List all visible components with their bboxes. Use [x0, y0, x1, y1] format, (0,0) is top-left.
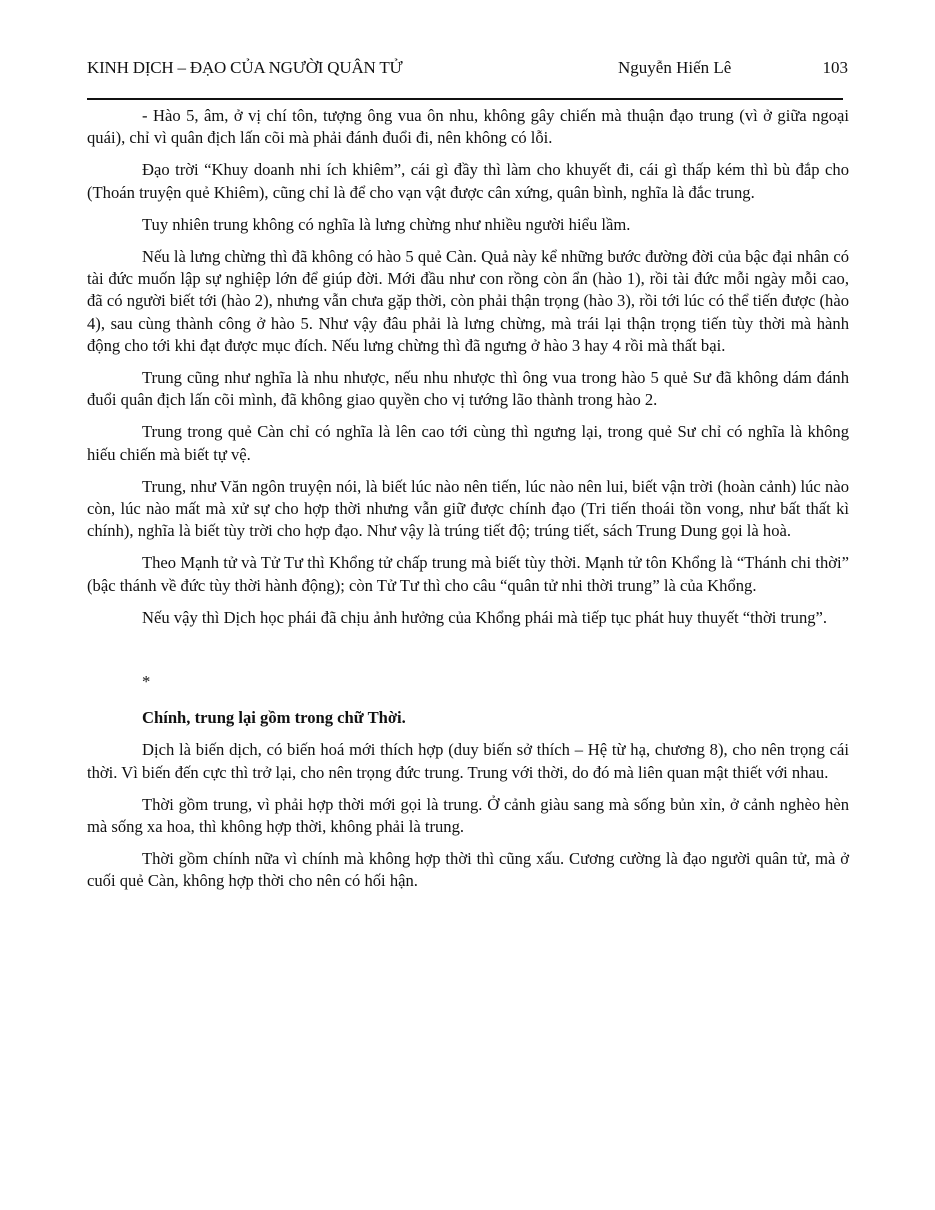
paragraph: - Hào 5, âm, ở vị chí tôn, tượng ông vua ôn nhu, không gây chiến mà thuận đạo trung (vì ở giữa ngoại quái), chỉ vì quân địch lấn cõi mà phải đánh đuổi đi, nên không có lỗi.: [87, 106, 849, 148]
paragraph: Đạo trời “Khuy doanh nhi ích khiêm”, cái gì đầy thì làm cho khuyết đi, cái gì thấp kém thì bù đắp cho (Thoán truyện quẻ Khiêm), cũng chỉ là để cho vạn vật được cân xứng, quân bình, nghĩa là đắc trung.: [87, 160, 849, 202]
paragraph: Tuy nhiên trung không có nghĩa là lưng chừng như nhiều người hiểu lầm.: [142, 214, 631, 234]
paragraph: Trung cũng như nghĩa là nhu nhược, nếu nhu nhược thì ông vua trong hào 5 quẻ Sư đã không dám đánh đuổi quân địch lấn cõi mình, đã không giao quyền cho vị tướng lão thành trong hào 2.: [87, 368, 849, 410]
page-body: [87, 105, 849, 903]
author-name: Nguyễn Hiến Lê: [618, 58, 732, 77]
paragraph: Theo Mạnh tử và Tử Tư thì Khổng tử chấp trung mà biết tùy thời. Mạnh tử tôn Khổng là “Thánh chi thời” (bậc thánh về đức tùy thời hành động); còn Tử Tư thì cho câu “quân tử nhi thời trung” là của Khổng.: [87, 553, 849, 595]
header-rule: [87, 98, 843, 100]
paragraph: Thời gồm trung, vì phải hợp thời mới gọi là trung. Ở cảnh giàu sang mà sống bủn xỉn, ở cảnh nghèo hèn mà sống xa hoa, thì không hợp thời, không phải là trung.: [87, 794, 849, 837]
paragraph: Thời gồm chính nữa vì chính mà không hợp thời thì cũng xấu. Cương cường là đạo người quân tử, mà ở cuối quẻ Càn, không hợp thời cho nên có hối hận.: [87, 849, 849, 891]
paragraph: Trung, như Văn ngôn truyện nói, là biết lúc nào nên tiến, lúc nào nên lui, biết vận trời (hoàn cảnh) lúc nào còn, lúc nào mất mà xử sự cho hợp thời nhưng vẫn giữ được chính đạo (Tri tiến thoái tồn vong, như bất thất kì chính), nghĩa là biết tùy trời cho hợp đạo. Như vậy là trúng tiết độ; trúng tiết, sách Trung Dung gọi là hoà.: [87, 476, 849, 541]
paragraph: Nếu vậy thì Dịch học phái đã chịu ảnh hưởng của Khổng phái mà tiếp tục phát huy thuyết “thời trung”.: [142, 607, 828, 627]
page-number: 103: [822, 58, 848, 77]
paragraph: Trung trong quẻ Càn chỉ có nghĩa là lên cao tới cùng thì ngưng lại, trong quẻ Sư chỉ có nghĩa là không hiếu chiến mà biết tự vệ.: [87, 422, 849, 464]
section-separator: *: [142, 672, 151, 692]
paragraph: Nếu là lưng chừng thì đã không có hào 5 quẻ Càn. Quả này kể những bước đường đời của bậc đại nhân có tài đức muốn lập sự nghiệp lớn để giúp đời. Mới đầu như con rồng còn ẩn (hào 1), rồi tài đức mỗi ngày mỗi cao, đã có người biết tới (hào 2), nhưng vẫn chưa gặp thời, còn phải thận trọng (hào 3), rồi tới lúc có thể tiến được (hào 4), sau cùng thành công ở hào 5. Như vậy đâu phải là lưng chừng, mà trái lại thận trọng tiến tùy thời mà hành động cho tới khi đạt được mục đích. Nếu lưng chừng thì đã ngưng ở hào 3 hay 4 rồi mà thất bại.: [87, 247, 849, 355]
book-title: KINH DỊCH – ĐẠO CỦA NGƯỜI QUÂN TỬ: [87, 58, 403, 77]
paragraph: Dịch là biến dịch, có biến hoá mới thích hợp (duy biến sở thích – Hệ từ hạ, chương 8), cho nên trọng cái thời. Vì biến đến cực thì trở lại, cho nên trọng đức trung. Trung với thời, do đó mà liên quan mật thiết với nhau.: [87, 740, 849, 782]
section-heading: Chính, trung lại gồm trong chữ Thời.: [142, 708, 406, 728]
page-header: [87, 56, 849, 80]
